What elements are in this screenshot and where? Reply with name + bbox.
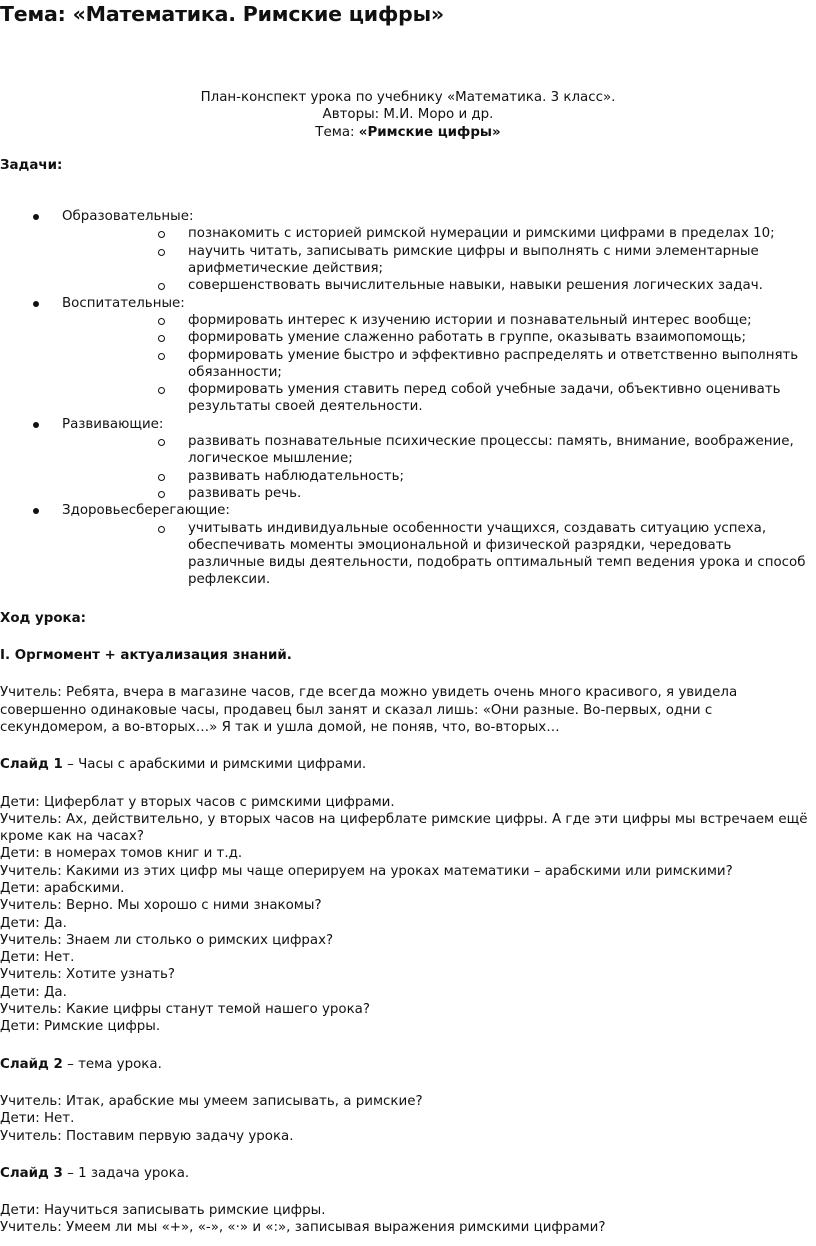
task-item bbox=[62, 243, 816, 278]
bullet-icon bbox=[33, 508, 39, 514]
circle-bullet-icon bbox=[158, 335, 165, 342]
circle-bullet-icon bbox=[158, 353, 165, 360]
task-group-developing bbox=[0, 416, 816, 502]
task-item-text: формировать умение быстро и эффективно распределять и ответственно выполнять обязанности; bbox=[188, 347, 799, 380]
dialog-line: Учитель: Хотите узнать? bbox=[0, 967, 176, 983]
bullet-icon bbox=[33, 301, 39, 307]
task-group-label: Развивающие: bbox=[62, 416, 164, 432]
task-item-text: учитывать индивидуальные особенности учащихся, создавать ситуацию успеха, обеспечивать моменты эмоциональной и физической разрядки, чередовать различные виды деятельности, подобрать оптимальный темп ведения урока и способ рефлексии. bbox=[188, 520, 806, 588]
topic-name: «Римские цифры» bbox=[358, 124, 501, 140]
dialog-line: Дети: Научиться записывать римские цифры. bbox=[0, 1203, 326, 1219]
circle-bullet-icon bbox=[158, 439, 165, 446]
dialog-line: Дети: Да. bbox=[0, 915, 67, 931]
circle-bullet-icon bbox=[158, 249, 165, 256]
slide-3-line bbox=[0, 1165, 816, 1182]
header-line-textbook: План-конспект урока по учебнику «Математика. 3 класс». bbox=[200, 90, 616, 105]
task-sublist bbox=[62, 312, 816, 416]
circle-bullet-icon bbox=[158, 491, 165, 498]
task-item bbox=[62, 381, 816, 416]
task-item bbox=[62, 433, 816, 468]
task-group-label: Здоровьесберегающие: bbox=[62, 503, 230, 519]
dialog-line: Дети: Нет. bbox=[0, 950, 75, 966]
document-title: Тема: «Математика. Римские цифры» bbox=[0, 2, 444, 26]
task-item bbox=[62, 347, 816, 382]
task-item-text: формировать умение слаженно работать в группе, оказывать взаимопомощь; bbox=[188, 330, 746, 346]
task-item-text: научить читать, записывать римские цифры и выполнять с ними элементарные арифметические действия; bbox=[188, 243, 759, 277]
task-item-text: познакомить с историей римской нумерации и римскими цифрами в пределах 10; bbox=[188, 226, 775, 242]
task-sublist bbox=[62, 225, 816, 294]
slide-2-text: – тема урока. bbox=[62, 1056, 162, 1072]
slide-2-line bbox=[0, 1056, 816, 1073]
task-item bbox=[62, 468, 816, 485]
circle-bullet-icon bbox=[158, 474, 165, 481]
dialog-line: Учитель: Какие цифры станут темой нашего урока? bbox=[0, 1002, 370, 1018]
task-sublist bbox=[62, 520, 816, 589]
task-item-text: совершенствовать вычислительные навыки, навыки решения логических задач. bbox=[188, 278, 763, 294]
header-line-authors: Авторы: М.И. Моро и др. bbox=[322, 107, 494, 123]
dialog-line: Дети: Римские цифры. bbox=[0, 1019, 161, 1035]
task-group-health bbox=[0, 502, 816, 588]
task-group-label: Воспитательные: bbox=[62, 295, 185, 311]
circle-bullet-icon bbox=[158, 283, 165, 290]
dialog-line: Учитель: Знаем ли столько о римских цифрах? bbox=[0, 932, 334, 948]
task-item-text: развивать речь. bbox=[188, 485, 302, 501]
tasks-list bbox=[0, 208, 816, 589]
task-item bbox=[62, 312, 816, 329]
task-group-educational bbox=[0, 208, 816, 294]
slide-3-text: – 1 задача урока. bbox=[62, 1165, 190, 1181]
dialog-line: Учитель: Ах, действительно, у вторых часов на циферблате римские цифры. А где эти цифры мы встречаем ещё кроме как на часах? bbox=[0, 811, 808, 845]
dialog-block-2 bbox=[0, 1093, 816, 1145]
bullet-icon bbox=[33, 422, 39, 428]
course-heading: Ход урока: bbox=[0, 610, 86, 626]
circle-bullet-icon bbox=[158, 318, 165, 325]
slide-1-line bbox=[0, 756, 816, 773]
task-item bbox=[62, 520, 816, 589]
task-item-text: развивать наблюдательность; bbox=[188, 468, 404, 484]
circle-bullet-icon bbox=[158, 231, 165, 238]
task-item bbox=[62, 277, 816, 294]
section-heading: I. Оргмомент + актуализация знаний. bbox=[0, 648, 292, 664]
dialog-line: Учитель: Итак, арабские мы умеем записывать, а римские? bbox=[0, 1093, 423, 1109]
bullet-icon bbox=[33, 214, 39, 220]
slide-1-label: Слайд 1 bbox=[0, 757, 63, 773]
dialog-line: Дети: Нет. bbox=[0, 1111, 75, 1127]
task-item-text: развивать познавательные психические процессы: память, внимание, воображение, логическое мышление; bbox=[188, 434, 794, 467]
dialog-line: Дети: Циферблат у вторых часов с римскими цифрами. bbox=[0, 794, 395, 810]
task-item bbox=[62, 329, 816, 346]
header-line-topic bbox=[0, 124, 816, 141]
dialog-line: Дети: арабскими. bbox=[0, 880, 125, 896]
dialog-line: Учитель: Какими из этих цифр мы чаще оперируем на уроках математики – арабскими или римскими? bbox=[0, 863, 733, 879]
dialog-line: Учитель: Поставим первую задачу урока. bbox=[0, 1128, 294, 1144]
circle-bullet-icon bbox=[158, 526, 165, 533]
task-group-upbringing bbox=[0, 295, 816, 416]
dialog-block-1 bbox=[0, 794, 816, 1036]
dialog-line: Учитель: Умеем ли мы «+», «-», «·» и «:», записывая выражения римскими цифрами? bbox=[0, 1220, 606, 1236]
circle-bullet-icon bbox=[158, 387, 165, 394]
task-item-text: формировать интерес к изучению истории и познавательный интерес вообще; bbox=[188, 312, 752, 328]
dialog-line: Учитель: Верно. Мы хорошо с ними знакомы? bbox=[0, 898, 322, 914]
dialog-line: Дети: Да. bbox=[0, 984, 67, 1000]
intro-paragraph: Учитель: Ребята, вчера в магазине часов, где всегда можно увидеть очень много красивого, я увидела совершенно одинаковые часы, продавец был занят и сказал лишь: «Они разные. Во-первых, одни с секундомером, а во-вторых…» Я так и ушла домой, не поняв, что, во-вторых… bbox=[0, 685, 738, 735]
slide-2-label: Слайд 2 bbox=[0, 1056, 63, 1072]
dialog-line: Дети: в номерах томов книг и т.д. bbox=[0, 846, 243, 862]
tasks-heading: Задачи: bbox=[0, 157, 63, 173]
task-item bbox=[62, 485, 816, 502]
task-sublist bbox=[62, 433, 816, 502]
dialog-block-3 bbox=[0, 1202, 816, 1237]
task-item bbox=[62, 225, 816, 242]
task-group-label: Образовательные: bbox=[62, 209, 194, 225]
topic-prefix: Тема: bbox=[315, 124, 359, 140]
task-item-text: формировать умения ставить перед собой учебные задачи, объективно оценивать результаты своей деятельности. bbox=[188, 382, 781, 415]
slide-1-text: – Часы с арабскими и римскими цифрами. bbox=[62, 757, 367, 773]
lesson-header bbox=[0, 89, 816, 141]
slide-3-label: Слайд 3 bbox=[0, 1165, 63, 1181]
